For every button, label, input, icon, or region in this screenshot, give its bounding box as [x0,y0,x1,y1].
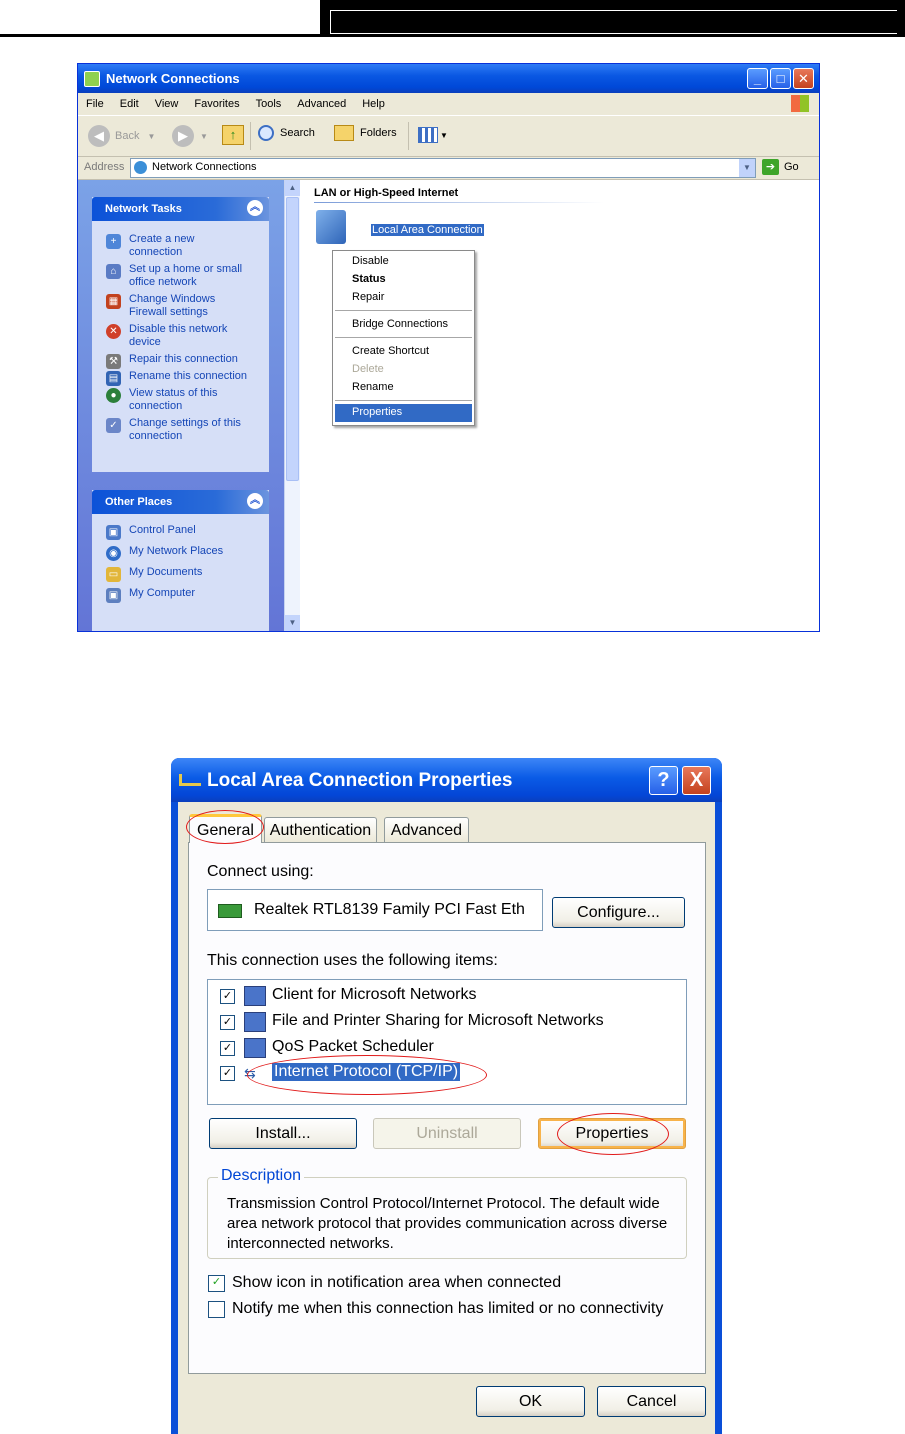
place-my-computer[interactable]: ▣ My Computer [92,587,269,600]
place-my-network-places[interactable]: ◉ My Network Places [92,545,269,558]
file-sharing-checkbox[interactable]: ✓ [220,1015,235,1030]
up-arrow-icon: ↑ [222,125,244,145]
dialog-titlebar[interactable] [171,758,722,802]
address-label: Address [84,161,125,173]
collapse-chevron-icon[interactable]: ︽ [247,493,263,509]
network-tasks-panel [92,197,269,472]
place-my-documents[interactable]: ▭ My Documents [92,566,269,579]
ctx-delete: Delete [352,363,384,375]
ok-button[interactable]: OK [476,1386,585,1417]
search-icon [258,125,274,141]
ctx-disable[interactable]: Disable [352,255,389,267]
toolbar-separator [408,122,409,150]
collapse-chevron-icon[interactable]: ︽ [247,200,263,216]
views-dropdown-icon: ▼ [440,130,448,140]
toolbar [78,116,819,157]
annotation-circle-tcpip [247,1055,487,1095]
ctx-rename[interactable]: Rename [352,381,394,393]
firewall-icon: ▦ [106,294,121,309]
task-view-status[interactable]: ● View status of this connection [92,387,269,413]
dialog-title: Local Area Connection Properties [207,770,513,791]
task-create-connection[interactable]: + Create a new connection [92,233,269,259]
menu-advanced[interactable]: Advanced [297,98,347,110]
network-connections-icon [134,161,147,174]
other-places-header[interactable]: Other Places ︽ [92,490,269,514]
tab-general[interactable]: General [189,814,262,843]
back-arrow-icon: ◀ [88,125,110,147]
group-heading-rule [314,202,604,203]
settings-icon: ✓ [106,418,121,433]
documents-icon: ▭ [106,567,121,582]
ctx-status[interactable]: Status [352,273,386,285]
task-repair[interactable]: ⚒ Repair this connection [92,353,269,366]
folders-button[interactable]: Folders [334,125,397,141]
annotation-circle-general [186,810,264,844]
network-adapter-icon [316,210,346,244]
menu-help[interactable]: Help [362,98,385,110]
repair-icon: ⚒ [106,354,121,369]
task-change-settings[interactable]: ✓ Change settings of this connection [92,417,269,443]
connect-using-label: Connect using: [207,863,314,880]
scroll-up-arrow-icon[interactable]: ▲ [285,180,300,196]
help-button[interactable]: ? [649,766,678,795]
up-folder-button[interactable] [222,125,244,147]
rename-icon: ▤ [106,371,121,386]
ctx-create-shortcut[interactable]: Create Shortcut [352,345,430,357]
menu-favorites[interactable]: Favorites [194,98,240,110]
forward-dropdown-icon: ▼ [200,131,208,141]
notify-label[interactable]: Notify me when this connection has limited or no connectivity [232,1300,664,1317]
description-text: Transmission Control Protocol/Internet Protocol. The default wide area network protocol that provides communication across diverse interconnected networks. [227,1195,668,1252]
header-inner-frame [330,10,897,34]
folder-icon [334,125,354,141]
menu-bar [78,93,819,116]
status-icon: ● [106,388,121,403]
group-heading: LAN or High-Speed Internet [314,187,459,199]
show-icon-checkbox[interactable]: ✓ [208,1275,225,1292]
component-file-sharing[interactable]: File and Printer Sharing for Microsoft Networks [272,1012,604,1029]
minimize-button[interactable]: _ [747,68,768,89]
new-connection-icon: + [106,234,121,249]
tab-panel [188,842,706,1374]
install-button[interactable]: Install... [209,1118,357,1149]
address-bar [78,157,819,180]
annotation-circle-properties [557,1113,669,1155]
properties-button[interactable]: Properties [538,1118,686,1149]
home-network-icon: ⌂ [106,264,121,279]
task-home-network[interactable]: ⌂ Set up a home or small office network [92,263,269,289]
component-client[interactable]: Client for Microsoft Networks [272,986,477,1003]
search-button[interactable]: Search [258,125,315,141]
close-button[interactable]: ✕ [793,68,814,89]
cancel-button[interactable]: Cancel [597,1386,706,1417]
windows-logo-icon [791,95,809,112]
task-disable-device[interactable]: ✕ Disable this network device [92,323,269,349]
place-control-panel[interactable]: ▣ Control Panel [92,524,269,537]
address-dropdown-icon[interactable]: ▼ [739,159,755,177]
tcpip-checkbox[interactable]: ✓ [220,1066,235,1081]
computer-icon: ▣ [106,588,121,603]
scroll-thumb[interactable] [286,197,299,481]
protocol-icon: ⇆ [244,1065,256,1081]
toolbar-separator [250,122,251,150]
network-tasks-header[interactable]: Network Tasks ︽ [92,197,269,221]
ctx-separator [335,310,472,311]
tab-advanced[interactable]: Advanced [384,817,469,842]
other-places-panel [92,490,269,631]
network-places-icon: ◉ [106,546,121,561]
connection-name: Local Area Connection [372,224,483,236]
description-group [207,1167,687,1259]
ctx-bridge-connections[interactable]: Bridge Connections [352,318,449,330]
network-card-icon [218,904,242,918]
file-sharing-icon [244,1012,266,1032]
dialog-close-button[interactable]: X [682,766,711,795]
task-rename[interactable]: ▤ Rename this connection [92,370,269,383]
window1-title: Network Connections [106,71,240,86]
configure-button[interactable]: Configure... [552,897,685,928]
go-arrow-icon: ➔ [762,159,779,175]
go-button[interactable]: ➔ Go [762,159,799,175]
context-menu [332,250,475,426]
disable-icon: ✕ [106,324,121,339]
control-panel-icon: ▣ [106,525,121,540]
task-firewall[interactable]: ▦ Change Windows Firewall settings [92,293,269,319]
component-qos[interactable]: QoS Packet Scheduler [272,1038,434,1055]
menu-edit[interactable]: Edit [119,98,139,110]
adapter-field [207,889,543,931]
address-input[interactable]: Network Connections ▼ [130,158,756,178]
items-label: This connection uses the following items: [207,952,498,969]
window1-titlebar[interactable] [78,64,819,93]
qos-checkbox[interactable]: ✓ [220,1041,235,1056]
views-button[interactable] [418,127,448,143]
adapter-name: Realtek RTL8139 Family PCI Fast Eth [254,901,525,918]
network-connections-icon [84,71,100,87]
show-icon-label[interactable]: Show icon in notification area when connected [232,1274,562,1291]
component-tcpip[interactable]: Internet Protocol (TCP/IP) [274,1063,459,1080]
menu-tools[interactable]: Tools [255,98,282,110]
ctx-properties[interactable]: Properties [335,404,472,422]
notify-checkbox[interactable] [208,1301,225,1318]
network-connections-window [77,63,820,632]
scroll-down-arrow-icon[interactable]: ▼ [285,615,300,631]
ctx-separator [335,337,472,338]
client-icon [244,986,266,1006]
menu-file[interactable]: File [86,98,104,110]
ctx-repair[interactable]: Repair [352,291,385,303]
ctx-separator [335,400,472,401]
forward-button[interactable] [172,125,208,147]
views-icon [418,127,438,143]
description-label: Description [218,1167,304,1185]
qos-icon [244,1038,266,1058]
menu-view[interactable]: View [154,98,179,110]
back-dropdown-icon: ▼ [147,131,156,141]
forward-arrow-icon: ▶ [172,125,194,147]
vertical-scrollbar[interactable] [284,180,301,631]
network-plug-icon [179,774,201,786]
client-checkbox[interactable]: ✓ [220,989,235,1004]
task-pane [78,180,284,631]
uninstall-button: Uninstall [373,1118,521,1149]
back-button[interactable]: ◀ Back ▼ [88,125,155,147]
maximize-button[interactable]: □ [770,68,791,89]
tab-authentication[interactable]: Authentication [264,817,377,842]
